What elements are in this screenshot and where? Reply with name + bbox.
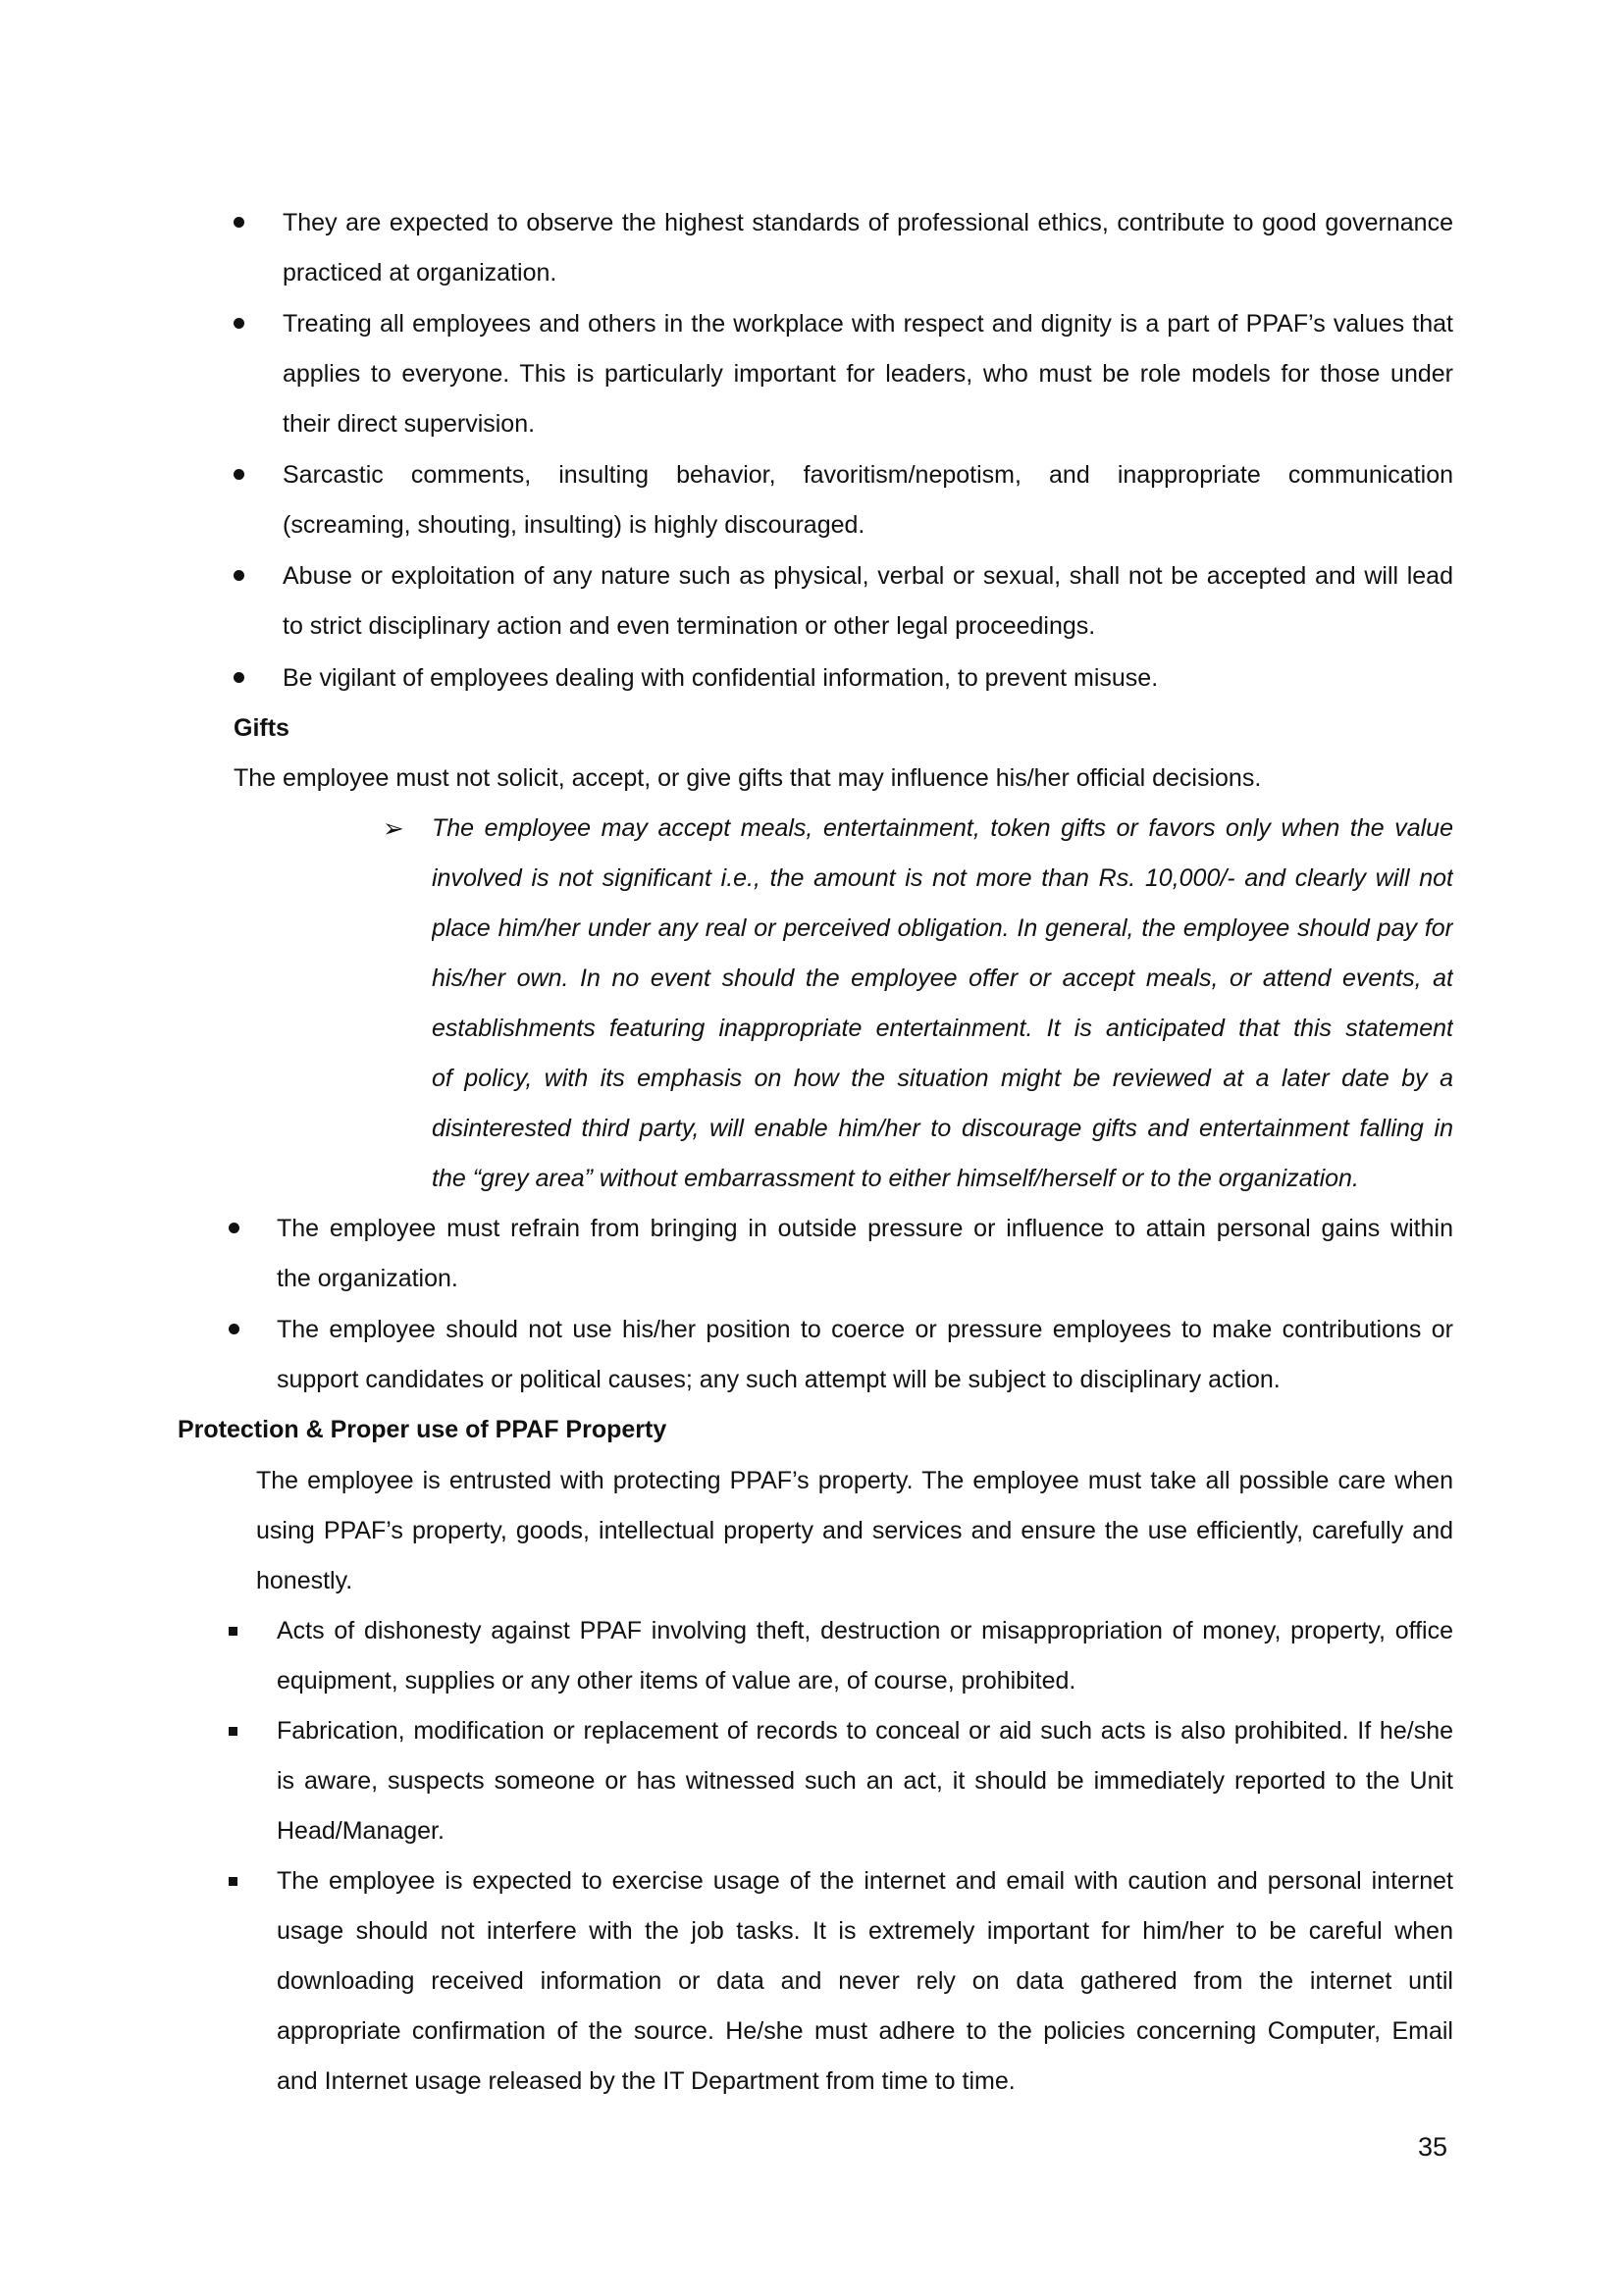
bullet-marker: [234, 217, 244, 228]
arrow-item-line: of policy, with its emphasis on how the situation might be reviewed at a later date by a: [432, 1065, 1453, 1092]
square-bullet-marker: [229, 1877, 237, 1886]
arrow-bullet-icon: ➢: [383, 813, 404, 843]
gifts-heading: Gifts: [234, 714, 289, 742]
bullet-marker: [229, 1324, 239, 1334]
intro-line: honestly.: [256, 1567, 353, 1594]
arrow-item-line: establishments featuring inappropriate entertainment. It is anticipated that this statement: [432, 1015, 1453, 1042]
list-item-line: Acts of dishonesty against PPAF involving theft, destruction or misappropriation of money, property, office: [277, 1617, 1453, 1644]
list-item-line: is aware, suspects someone or has witnessed such an act, it should be immediately reported to the Unit: [277, 1767, 1453, 1795]
arrow-item-line: The employee may accept meals, entertainment, token gifts or favors only when the value: [432, 814, 1453, 842]
list-item-line: The employee is expected to exercise usage of the internet and email with caution and personal internet: [277, 1867, 1453, 1895]
list-item-line: Head/Manager.: [277, 1817, 445, 1845]
intro-line: The employee is entrusted with protecting PPAF’s property. The employee must take all possible care when: [256, 1467, 1453, 1494]
list-item-line: The employee must refrain from bringing in outside pressure or influence to attain personal gains within: [277, 1215, 1453, 1242]
square-bullet-marker: [229, 1727, 237, 1736]
list-item-line: Abuse or exploitation of any nature such as physical, verbal or sexual, shall not be accepted and will lead: [283, 562, 1453, 590]
arrow-item-line: involved is not significant i.e., the amount is not more than Rs. 10,000/- and clearly will not: [432, 864, 1453, 892]
list-item-line: Be vigilant of employees dealing with confidential information, to prevent misuse.: [283, 664, 1159, 692]
list-item-line: their direct supervision.: [283, 410, 536, 438]
list-item-line: Sarcastic comments, insulting behavior, favoritism/nepotism, and inappropriate communication: [283, 461, 1453, 489]
square-bullet-marker: [229, 1627, 237, 1636]
intro-line: using PPAF’s property, goods, intellectual property and services and ensure the use efficiently, carefully and: [256, 1517, 1453, 1544]
list-item-line: downloading received information or data and never rely on data gathered from the internet until: [277, 1967, 1453, 1995]
list-item-line: the organization.: [277, 1265, 458, 1292]
bullet-marker: [229, 1223, 239, 1233]
bullet-marker: [234, 469, 244, 480]
list-item-line: usage should not interfere with the job tasks. It is extremely important for him/her to be careful when: [277, 1917, 1453, 1945]
page-number: 35: [1418, 2132, 1448, 2162]
list-item-line: The employee should not use his/her position to coerce or pressure employees to make contributions or: [277, 1316, 1453, 1343]
arrow-item-line: disinterested third party, will enable him/her to discourage gifts and entertainment falling in: [432, 1115, 1453, 1142]
list-item-line: and Internet usage released by the IT Department from time to time.: [277, 2067, 1016, 2095]
arrow-item-line: place him/her under any real or perceived obligation. In general, the employee should pay for: [432, 914, 1453, 942]
list-item-line: They are expected to observe the highest standards of professional ethics, contribute to good governance: [283, 209, 1453, 236]
list-item-line: practiced at organization.: [283, 259, 557, 287]
gifts-intro: The employee must not solicit, accept, or give gifts that may influence his/her official decisions.: [234, 764, 1262, 792]
list-item-line: applies to everyone. This is particularly important for leaders, who must be role models for those under: [283, 360, 1453, 388]
arrow-item-line: the “grey area” without embarrassment to either himself/herself or to the organization.: [432, 1165, 1359, 1192]
list-item-line: appropriate confirmation of the source. He/she must adhere to the policies concerning Computer, Email: [277, 2017, 1453, 2045]
arrow-item-line: his/her own. In no event should the employee offer or accept meals, or attend events, at: [432, 965, 1453, 992]
list-item-line: Treating all employees and others in the workplace with respect and dignity is a part of PPAF’s values that: [283, 310, 1453, 338]
bullet-marker: [234, 318, 244, 329]
bullet-marker: [234, 570, 244, 581]
list-item-line: Fabrication, modification or replacement of records to conceal or aid such acts is also prohibited. If he/she: [277, 1717, 1453, 1745]
list-item-line: to strict disciplinary action and even termination or other legal proceedings.: [283, 612, 1096, 640]
bullet-marker: [234, 672, 244, 683]
list-item-line: equipment, supplies or any other items of value are, of course, prohibited.: [277, 1667, 1076, 1695]
property-heading: Protection & Proper use of PPAF Property: [178, 1416, 667, 1443]
list-item-line: (screaming, shouting, insulting) is highly discouraged.: [283, 511, 865, 539]
list-item-line: support candidates or political causes; any such attempt will be subject to disciplinary action.: [277, 1366, 1281, 1393]
